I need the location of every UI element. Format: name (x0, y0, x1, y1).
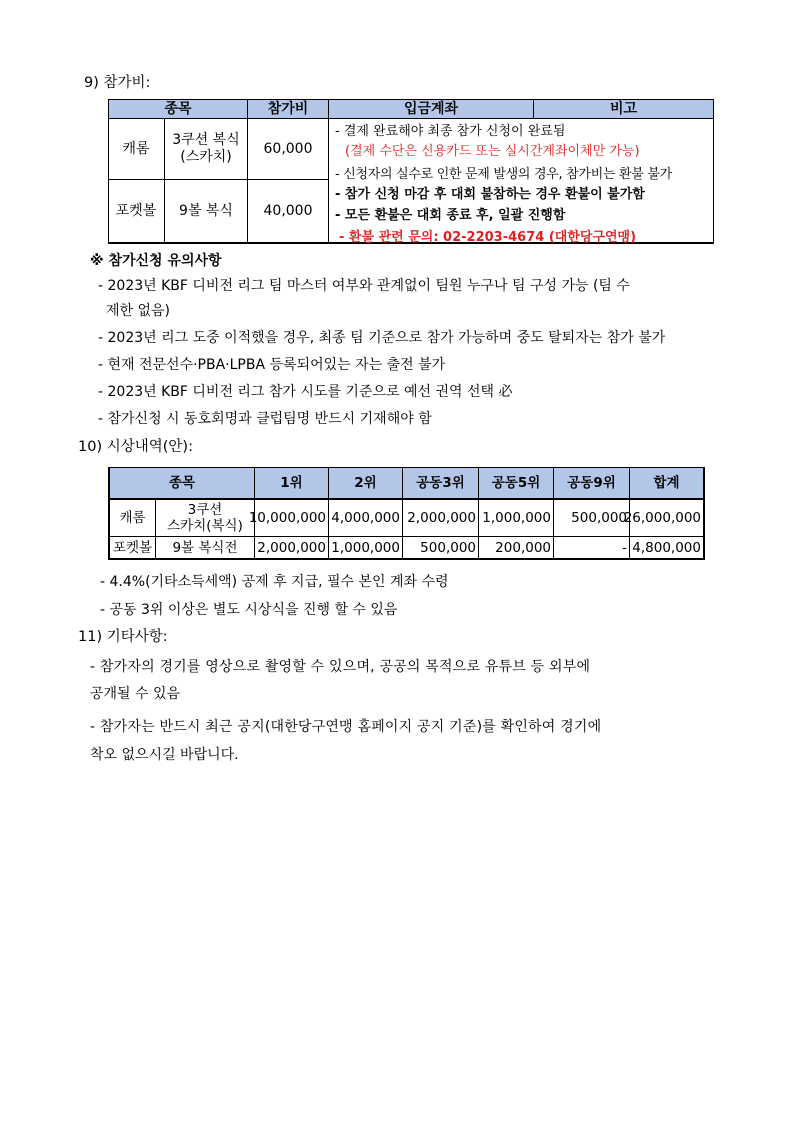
prize-header-2nd: 2위 (328, 467, 402, 500)
fee-note: - 신청자의 실수로 인한 문제 발생의 경우, 참가비는 환불 불가 (335, 167, 672, 182)
misc-line: - 참가자의 경기를 영상으로 촬영할 수 있으며, 공공의 목적으로 유튜브 등 외부에 (90, 659, 591, 675)
prize-header-5th: 공동5위 (478, 467, 553, 500)
fee-header-account: 입금계좌 (328, 99, 533, 119)
fee-row-event: 3쿠션 복식 (스카치) (164, 119, 247, 179)
fee-note: - 결제 완료해야 최종 참가 신청이 완료됨 (335, 124, 566, 139)
misc-line: - 참가자는 반드시 최근 공지(대한당구연맹 홈페이지 공지 기준)를 확인하여 경기에 (90, 719, 602, 735)
prize-value: 200,000 (478, 536, 553, 558)
notice-item: 제한 없음) (106, 303, 171, 319)
notice-item: - 2023년 KBF 디비전 리그 팀 마스터 여부와 관계없이 팀원 누구나 팀 구성 가능 (팀 수 (98, 278, 630, 294)
prize-value: 2,000,000 (254, 536, 328, 558)
fee-row-sport: 캐롬 (122, 140, 150, 157)
fee-row-amount: 40,000 (247, 179, 328, 242)
prize-value: 2,000,000 (402, 500, 478, 536)
prize-row-sport: 포켓볼 (110, 536, 155, 558)
fee-header-remarks: 비고 (533, 99, 714, 119)
prize-note: - 4.4%(기타소득세액) 공제 후 지급, 필수 본인 계좌 수령 (100, 574, 449, 590)
prize-header-event: 종목 (108, 467, 254, 500)
notice-item: - 참가신청 시 동호회명과 클럽팀명 반드시 기재해야 함 (98, 411, 432, 427)
fee-note-payment-method: (결제 수단은 신용카드 또는 실시간계좌이체만 가능) (345, 144, 640, 159)
fee-note: - 참가 신청 마감 후 대회 불참하는 경우 환불이 불가함 (335, 187, 645, 202)
fee-row-event: 9볼 복식 (164, 179, 247, 242)
prize-header-1st: 1위 (254, 467, 328, 500)
fee-note: - 모든 환불은 대회 종료 후, 일괄 진행함 (335, 208, 566, 223)
prize-value: 1,000,000 (328, 536, 402, 558)
notice-item: - 2023년 리그 도중 이적했을 경우, 최종 팀 기준으로 참가 가능하며 중도 탈퇴자는 참가 불가 (98, 330, 666, 346)
prize-header-total: 합계 (629, 467, 705, 500)
prize-value: 500,000 (553, 500, 629, 536)
fee-header-fee: 참가비 (247, 99, 328, 119)
section-10-title: 10) 시상내역(안): (78, 439, 193, 455)
fee-row-amount: 60,000 (247, 119, 328, 179)
notice-item: - 현재 전문선수·PBA·LPBA 등록되어있는 자는 출전 불가 (98, 357, 446, 373)
notice-item: - 2023년 KBF 디비전 리그 참가 시도를 기준으로 예선 권역 선택 必 (98, 384, 513, 400)
prize-value: 10,000,000 (254, 500, 328, 536)
misc-line: 착오 없으시길 바랍니다. (90, 747, 239, 763)
fee-notes-cell (328, 119, 714, 245)
fee-row-sport: 포켓볼 (108, 179, 164, 242)
prize-header-3rd: 공동3위 (402, 467, 478, 500)
fee-table (108, 99, 714, 244)
misc-line: 공개될 수 있음 (90, 686, 181, 702)
fee-header-event: 종목 (108, 99, 247, 119)
prize-header-9th: 공동9위 (553, 467, 629, 500)
prize-note: - 공동 3위 이상은 별도 시상식을 진행 할 수 있음 (100, 602, 398, 618)
notice-title: ※ 참가신청 유의사항 (90, 253, 222, 269)
prize-value: 4,000,000 (328, 500, 402, 536)
prize-value: - (553, 536, 629, 558)
prize-value-total: 26,000,000 (629, 500, 703, 536)
prize-row-event: 3쿠션 스카치(복식) (155, 500, 254, 536)
prize-row-event: 9볼 복식전 (155, 536, 254, 558)
section-9-title: 9) 참가비: (84, 75, 151, 91)
fee-note-refund-contact: - 환불 관련 문의: 02-2203-4674 (대한당구연맹) (339, 230, 637, 245)
section-11-title: 11) 기타사항: (78, 629, 168, 645)
prize-row-sport: 캐롬 (119, 510, 146, 526)
prize-table (108, 467, 705, 560)
prize-value: 1,000,000 (478, 500, 553, 536)
prize-value: 500,000 (402, 536, 478, 558)
prize-value-total: 4,800,000 (629, 536, 703, 558)
